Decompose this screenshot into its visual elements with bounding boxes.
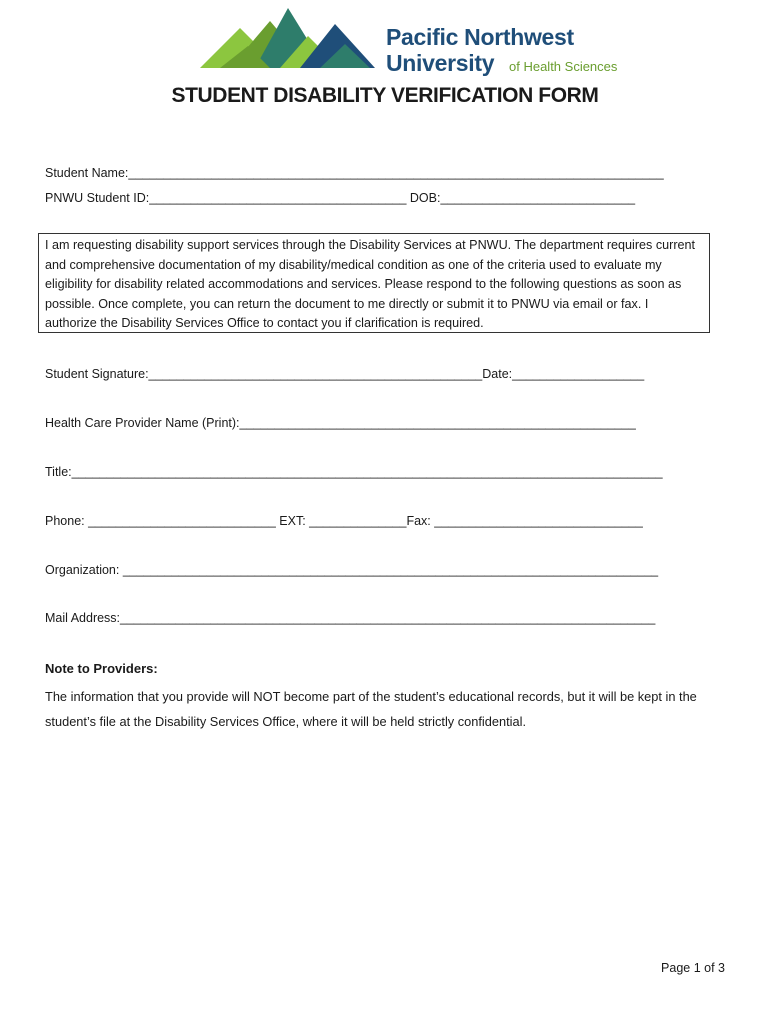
student-signature-field[interactable]: Student Signature:________________________________________________Date:___________________ xyxy=(45,367,645,381)
authorization-statement: I am requesting disability support services through the Disability Services at PNWU. The department requires current and comprehensive documentation of my disability/medical condition as one of the criteria used to evaluate my eligibility for disability related accommodations and services. Please respond to the following questions as soon as possible. Once complete, you can return the document to me directly or submit it to PNWU via email or fax. I authorize the Disability Services Office to contact you if clarification is required. xyxy=(38,233,710,333)
form-title: STUDENT DISABILITY VERIFICATION FORM xyxy=(171,84,599,107)
student-id-dob-field[interactable]: PNWU Student ID:_____________________________________ DOB:____________________________ xyxy=(45,191,636,205)
logo-title-line1: Pacific Northwest xyxy=(386,24,574,50)
logo-title-line2: University xyxy=(386,50,495,76)
provider-name-field[interactable]: Health Care Provider Name (Print):_________________________________________________________ xyxy=(45,416,636,430)
page-number: Page 1 of 3 xyxy=(661,961,725,975)
organization-field[interactable]: Organization: _____________________________________________________________________________ xyxy=(45,563,659,577)
university-logo xyxy=(200,6,620,76)
logo-subtitle: of Health Sciences xyxy=(509,59,618,74)
mountains-icon xyxy=(200,6,390,76)
title-field[interactable]: Title:_____________________________________________________________________________________ xyxy=(45,465,663,479)
phone-field[interactable]: Phone: ___________________________ EXT: ______________Fax: ______________________________ xyxy=(45,514,643,528)
student-name-field[interactable]: Student Name:_____________________________________________________________________________ xyxy=(45,166,664,180)
note-body: The information that you provide will NOT become part of the student’s educational records, but it will be kept in the student’s file at the Disability Services Office, where it will be held strictly confidential. xyxy=(45,689,697,729)
note-heading: Note to Providers: xyxy=(45,661,158,676)
mail-address-field[interactable]: Mail Address:_____________________________________________________________________________ xyxy=(45,611,656,625)
